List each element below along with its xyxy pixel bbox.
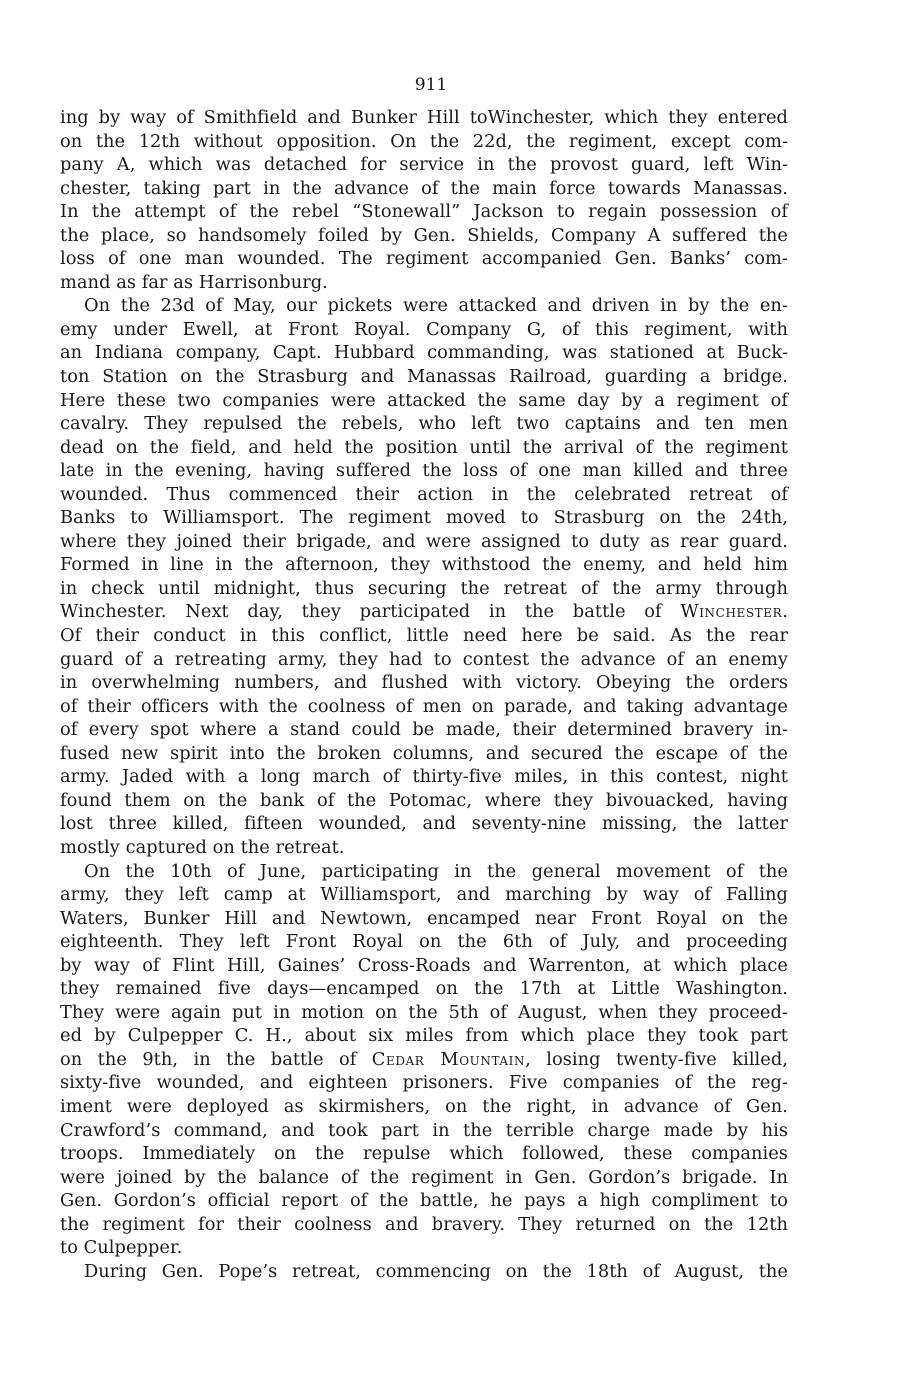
text-line: Here these two companies were attacked the same day by a regiment of <box>60 389 788 411</box>
text-line: sixty-five wounded, and eighteen prisoners. Five companies of the reg- <box>60 1072 788 1094</box>
text-line: During Gen. Pope’s retreat, commencing on the 18th of August, the <box>84 1260 788 1282</box>
text-line: ing by way of Smithfield and Bunker Hill toWinchester, which they entered <box>60 107 788 128</box>
page-number: 911 <box>414 75 448 95</box>
text-line: of every spot where a stand could be made, their determined bravery in- <box>60 719 788 741</box>
text-line: lost three killed, fifteen wounded, and seventy-nine missing, the latter <box>60 813 788 835</box>
text-line: pany A, which was detached for service in the provost guard, left Win- <box>60 154 788 176</box>
paragraph <box>60 106 788 294</box>
paragraph <box>60 860 788 1260</box>
text-line: troops. Immediately on the repulse which followed, these companies <box>60 1143 788 1165</box>
text-line: an Indiana company, Capt. Hubbard commanding, was stationed at Buck- <box>60 342 788 364</box>
text-line: were joined by the balance of the regiment in Gen. Gordon’s brigade. In <box>60 1166 788 1188</box>
paragraph <box>60 1260 788 1284</box>
text-line: Formed in line in the afternoon, they withstood the enemy, and held him <box>60 554 788 576</box>
text-line: Gen. Gordon’s official report of the battle, he pays a high compliment to <box>60 1190 788 1212</box>
text-line: loss of one man wounded. The regiment accompanied Gen. Banks’ com- <box>60 248 788 270</box>
text-line: cavalry. They repulsed the rebels, who left two captains and ten men <box>60 413 788 435</box>
document-page <box>60 74 788 1283</box>
text-line: On the 23d of May, our pickets were attacked and driven in by the en- <box>84 295 788 317</box>
text-line: fused new spirit into the broken columns, and secured the escape of the <box>60 742 788 764</box>
body-text <box>60 106 788 1283</box>
small-caps-term: Cedar Mountain <box>371 1048 526 1070</box>
text-line: they remained five days—encamped on the 17th at Little Washington. <box>60 978 788 1000</box>
text-line: in check until midnight, thus securing the retreat of the army through <box>60 577 788 599</box>
text-line: the place, so handsomely foiled by Gen. Shields, Company A suffered the <box>60 224 788 246</box>
text-line: Banks to Williamsport. The regiment moved to Strasburg on the 24th, <box>60 507 788 529</box>
text-line: army. Jaded with a long march of thirty-five miles, in this contest, night <box>60 766 788 788</box>
text-line: In the attempt of the rebel “Stonewall” Jackson to regain possession of <box>60 201 788 223</box>
text-line: ed by Culpepper C. H., about six miles from which place they took part <box>60 1025 788 1047</box>
text-line: by way of Flint Hill, Gaines’ Cross-Roads and Warrenton, at which place <box>60 954 788 976</box>
text-line: dead on the field, and held the position until the arrival of the regiment <box>60 436 788 458</box>
text-line: emy under Ewell, at Front Royal. Company G, of this regiment, with <box>60 318 788 340</box>
text-line: ton Station on the Strasburg and Manassas Railroad, guarding a bridge. <box>60 366 788 388</box>
text-line: to Culpepper. <box>60 1237 183 1259</box>
text-line: on the 12th without opposition. On the 22d, the regiment, except com- <box>60 130 788 152</box>
text-line: Winchester. Next day, they participated in the battle of Winchester. <box>60 601 788 623</box>
text-line: late in the evening, having suffered the loss of one man killed and three <box>60 460 788 482</box>
text-line: of their officers with the coolness of men on parade, and taking advantage <box>60 695 788 717</box>
text-line: mostly captured on the retreat. <box>60 836 345 858</box>
text-line: army, they left camp at Williamsport, and marching by way of Falling <box>60 884 788 906</box>
text-line: iment were deployed as skirmishers, on the right, in advance of Gen. <box>60 1095 788 1117</box>
text-line: guard of a retreating army, they had to contest the advance of an enemy <box>60 648 788 670</box>
text-line: mand as far as Harrisonburg. <box>60 271 328 293</box>
text-line: in overwhelming numbers, and flushed with victory. Obeying the orders <box>60 672 788 694</box>
text-line: eighteenth. They left Front Royal on the 6th of July, and proceeding <box>60 931 788 953</box>
text-line: Waters, Bunker Hill and Newtown, encamped near Front Royal on the <box>60 907 788 929</box>
text-line: found them on the bank of the Potomac, where they bivouacked, having <box>60 789 788 811</box>
paragraph <box>60 294 788 859</box>
text-line: chester, taking part in the advance of the main force towards Manassas. <box>60 177 788 199</box>
text-line: on the 9th, in the battle of Cedar Mountain, losing twenty-five killed, <box>60 1048 789 1070</box>
text-line: On the 10th of June, participating in the general movement of the <box>84 860 788 882</box>
text-line: Of their conduct in this conflict, little need here be said. As the rear <box>60 625 788 647</box>
text-line: They were again put in motion on the 5th of August, when they proceed- <box>60 1001 788 1023</box>
small-caps-term: Winchester <box>680 601 783 623</box>
text-line: where they joined their brigade, and were assigned to duty as rear guard. <box>60 530 788 552</box>
text-line: Crawford’s command, and took part in the terrible charge made by his <box>60 1119 788 1141</box>
text-line: wounded. Thus commenced their action in the celebrated retreat of <box>60 483 788 505</box>
text-line: the regiment for their coolness and bravery. They returned on the 12th <box>60 1213 788 1235</box>
